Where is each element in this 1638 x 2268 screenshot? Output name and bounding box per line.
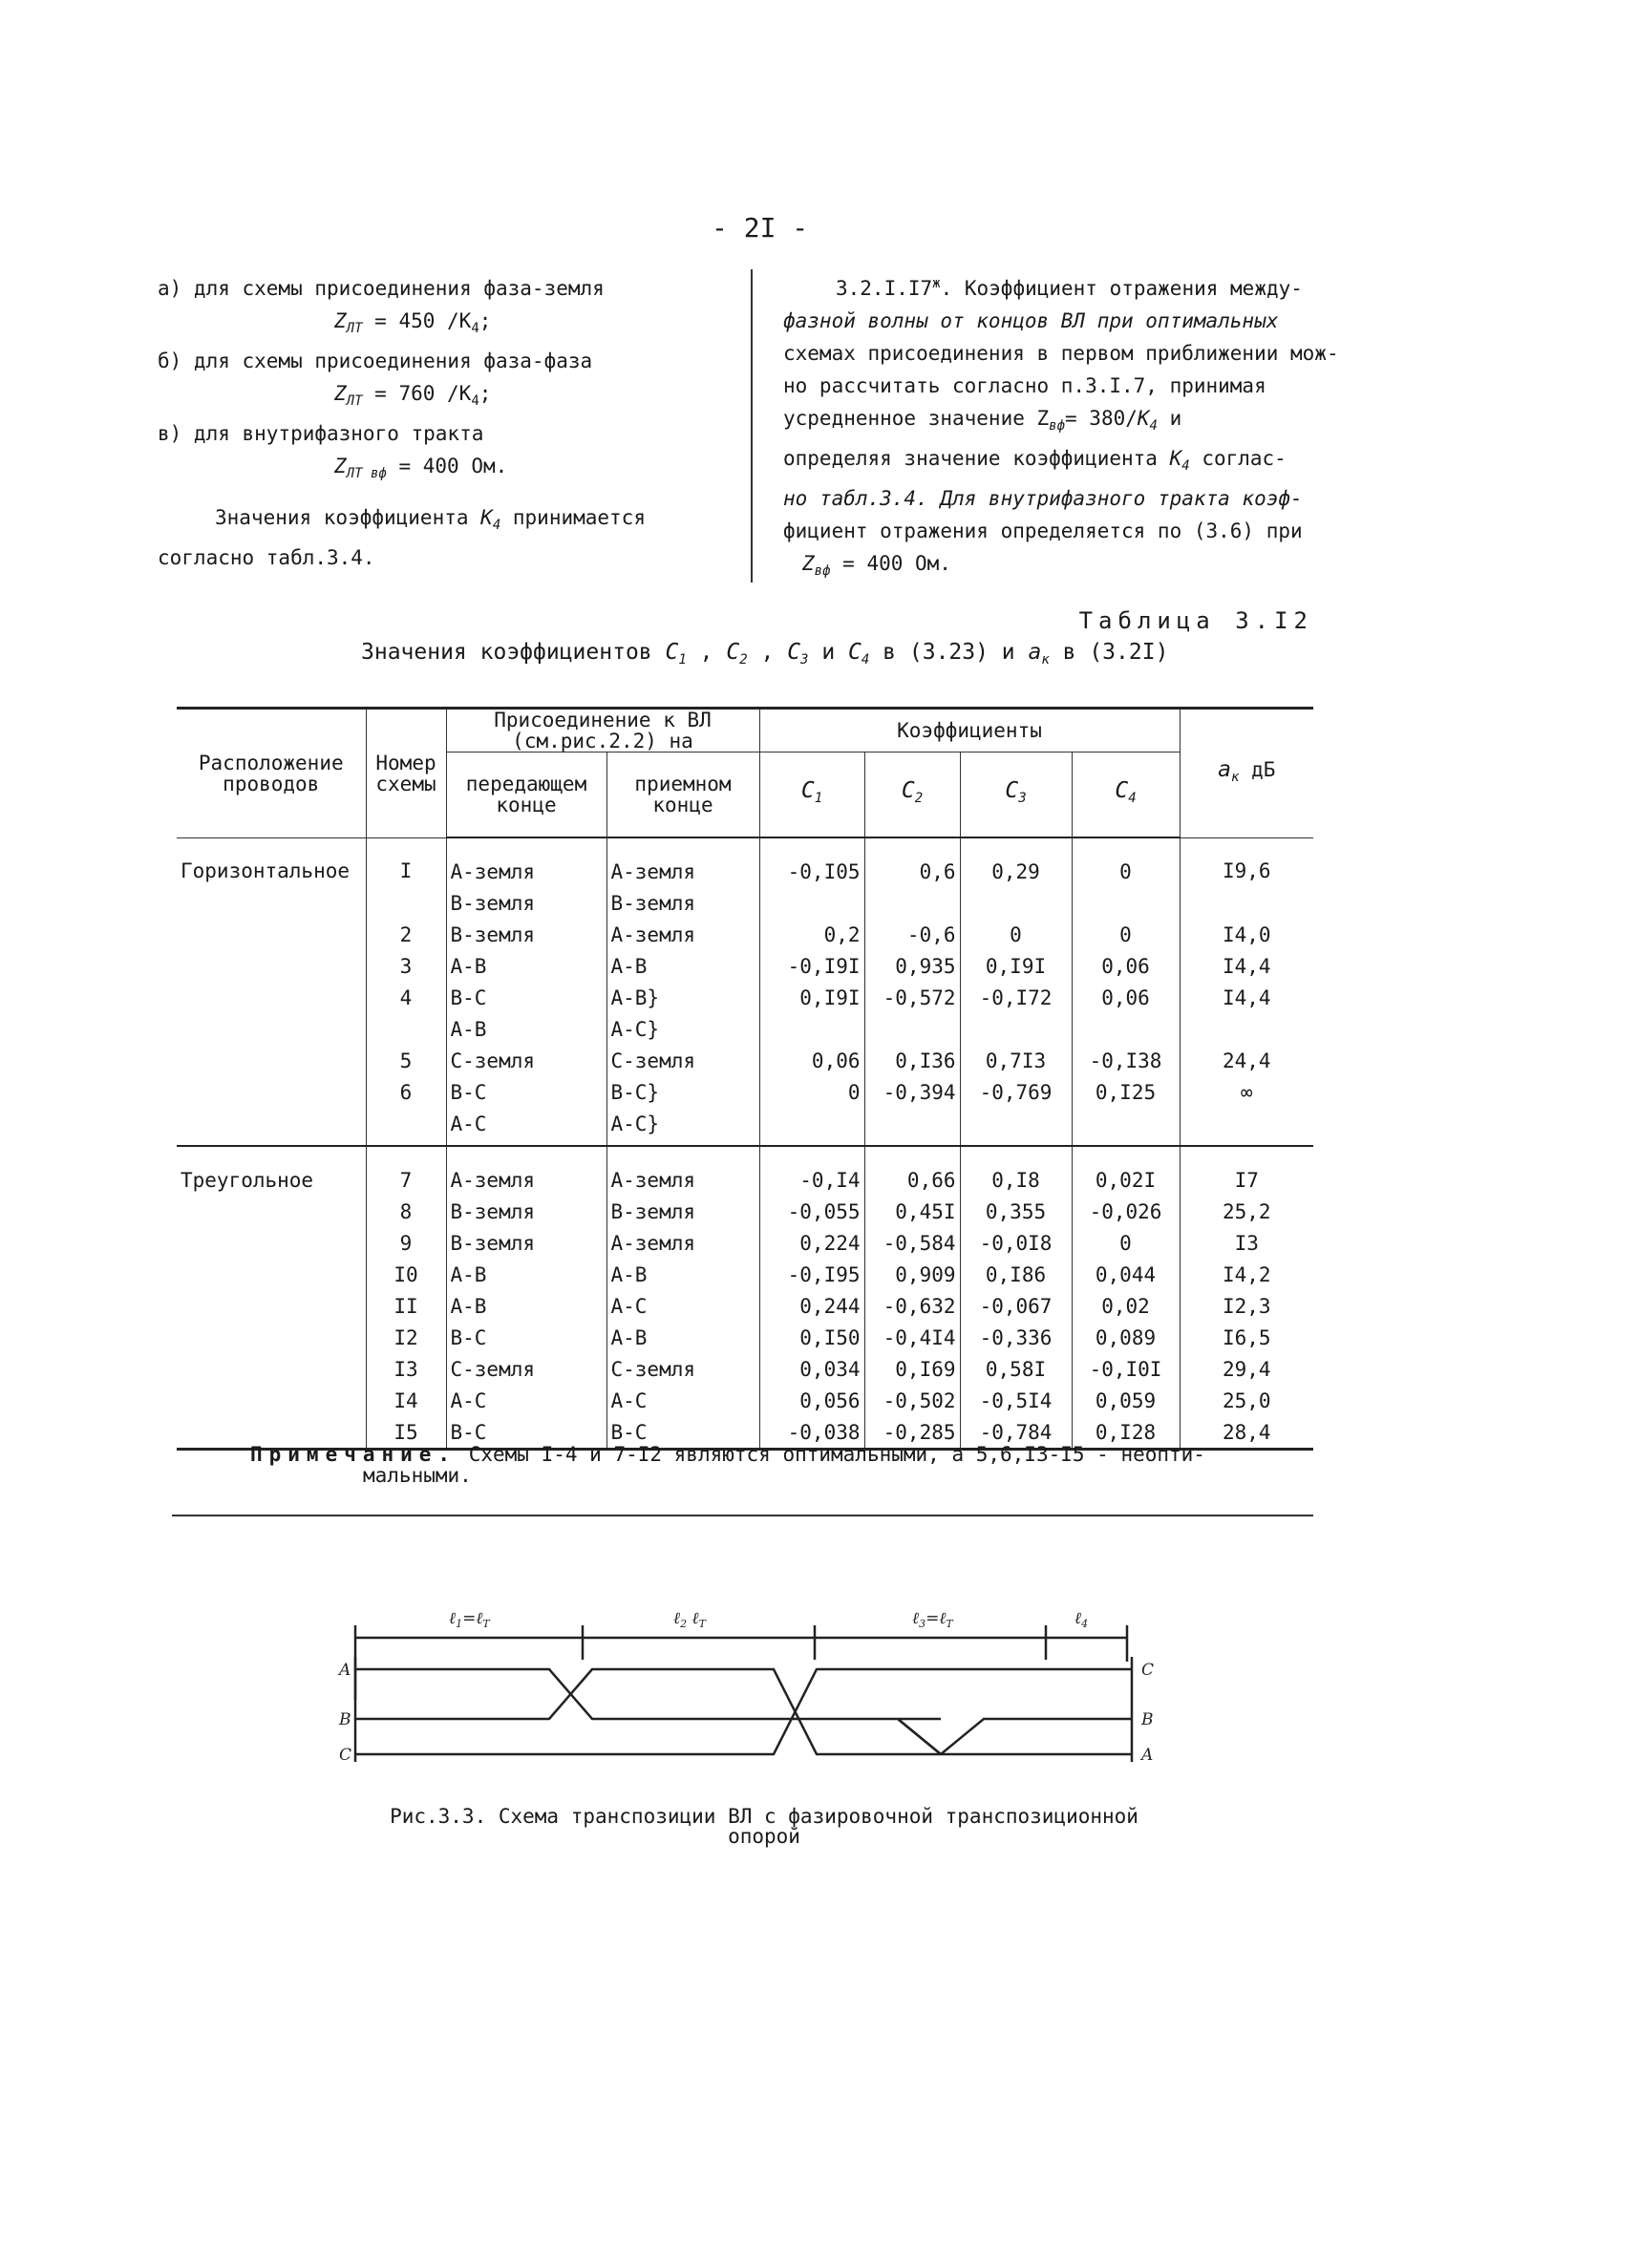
cell-c2: -0,4I4 xyxy=(864,1322,960,1353)
cell-tx: С-земля xyxy=(446,1353,606,1385)
cell-rx: А-С xyxy=(606,1290,759,1322)
header-connection: Присоединение к ВЛ (см.рис.2.2) на xyxy=(446,709,759,752)
cell-tx: В-земля xyxy=(446,1227,606,1259)
cell-n: I4 xyxy=(366,1385,446,1416)
cell-loc: Горизонтальное xyxy=(177,837,366,887)
cell-c2: 0,909 xyxy=(864,1259,960,1290)
clause-line-4: но рассчитать согласно п.3.I.7, принимая xyxy=(783,374,1266,397)
cell-c1: 0,I50 xyxy=(759,1322,864,1353)
header-c2: $C_2$ xyxy=(864,752,960,838)
table-row xyxy=(177,1353,1313,1385)
table-row xyxy=(177,1146,1313,1196)
cell-rx: А-В xyxy=(606,1259,759,1290)
cell-ak xyxy=(1180,887,1313,919)
segment-2-label: ℓ$_2$ ℓ$_Т$ xyxy=(673,1609,706,1630)
cell-c1 xyxy=(759,1013,864,1045)
cell-c4: 0,02I xyxy=(1072,1146,1180,1196)
cell-tx: А-земля xyxy=(446,1146,606,1196)
cell-tx: А-С xyxy=(446,1385,606,1416)
cell-c3: -0,769 xyxy=(960,1076,1072,1108)
header-scheme-number: Номер схемы xyxy=(366,709,446,838)
cell-c2: 0,45I xyxy=(864,1196,960,1227)
cell-tx: В-С xyxy=(446,1076,606,1108)
cell-ak: I9,6 xyxy=(1180,837,1313,887)
table-row xyxy=(177,1259,1313,1290)
cell-loc xyxy=(177,1385,366,1416)
cell-ak: I2,3 xyxy=(1180,1290,1313,1322)
cell-n: 8 xyxy=(366,1196,446,1227)
cell-rx: С-земля xyxy=(606,1045,759,1076)
cell-tx: А-В xyxy=(446,1013,606,1045)
table-row xyxy=(177,982,1313,1013)
cell-c3: -0,5I4 xyxy=(960,1385,1072,1416)
cell-rx: В-С xyxy=(606,1416,759,1450)
cell-c4 xyxy=(1072,1108,1180,1146)
left-column xyxy=(158,272,702,574)
left-label-a: A xyxy=(339,1661,351,1680)
cell-c2: -0,572 xyxy=(864,982,960,1013)
cell-loc xyxy=(177,1227,366,1259)
cell-c2: -0,285 xyxy=(864,1416,960,1450)
cell-c4: 0,059 xyxy=(1072,1385,1180,1416)
cell-ak: I7 xyxy=(1180,1146,1313,1196)
cell-ak: I4,2 xyxy=(1180,1259,1313,1290)
coefficients-table xyxy=(177,707,1313,1451)
cell-loc xyxy=(177,1353,366,1385)
right-column xyxy=(783,267,1351,587)
cell-c2 xyxy=(864,1108,960,1146)
table-row xyxy=(177,1076,1313,1108)
cell-c3: -0,067 xyxy=(960,1290,1072,1322)
phase-conductors xyxy=(355,1657,1132,1762)
cell-tx: В-земля xyxy=(446,887,606,919)
clause-line-2: фазной волны от концов ВЛ при оптимальных xyxy=(783,309,1279,332)
cell-c4 xyxy=(1072,1013,1180,1045)
header-receive-end: приемном конце xyxy=(606,752,759,838)
cell-rx: А-В xyxy=(606,950,759,982)
cell-c3: -0,I72 xyxy=(960,982,1072,1013)
cell-rx: А-С} xyxy=(606,1108,759,1146)
cell-c1: 0,2 xyxy=(759,919,864,950)
formula-intraphase: $Z_{ЛТ вф} = 400$ Ом. xyxy=(334,455,508,481)
cell-c4: 0 xyxy=(1072,1227,1180,1259)
cell-tx: В-С xyxy=(446,982,606,1013)
cell-c3: 0,355 xyxy=(960,1196,1072,1227)
cell-c4: -0,026 xyxy=(1072,1196,1180,1227)
cell-loc xyxy=(177,1290,366,1322)
column-divider xyxy=(751,269,753,583)
cell-rx: А-земля xyxy=(606,1146,759,1196)
cell-n: 2 xyxy=(366,919,446,950)
figure-caption: Рис.3.3. Схема транспозиции ВЛ с фазировочной транспозиционной опорой xyxy=(390,1805,1138,1848)
segment-3-label: ℓ$_3$=ℓ$_Т$ xyxy=(912,1609,953,1630)
cell-n: 7 xyxy=(366,1146,446,1196)
item-a: а) для схемы присоединения фаза-земля xyxy=(158,277,605,300)
cell-c3: 0,I86 xyxy=(960,1259,1072,1290)
cell-ak: I3 xyxy=(1180,1227,1313,1259)
cell-c4: -0,I0I xyxy=(1072,1353,1180,1385)
table-note xyxy=(250,1444,1320,1486)
cell-c3 xyxy=(960,887,1072,919)
table-row xyxy=(177,1108,1313,1146)
cell-c2: 0,6 xyxy=(864,837,960,887)
cell-n xyxy=(366,887,446,919)
cell-ak: 24,4 xyxy=(1180,1045,1313,1076)
cell-c4: 0,089 xyxy=(1072,1322,1180,1353)
bottom-rule xyxy=(172,1515,1313,1516)
cell-ak xyxy=(1180,1108,1313,1146)
item-c: в) для внутрифазного тракта xyxy=(158,422,484,445)
cell-loc xyxy=(177,1045,366,1076)
segment-1-label: ℓ$_1$=ℓ$_Т$ xyxy=(449,1609,490,1630)
cell-n: 9 xyxy=(366,1227,446,1259)
cell-c4: 0,06 xyxy=(1072,950,1180,982)
cell-c3: 0,29 xyxy=(960,837,1072,887)
cell-ak: I4,4 xyxy=(1180,950,1313,982)
cell-loc xyxy=(177,1322,366,1353)
cell-c1: 0,224 xyxy=(759,1227,864,1259)
cell-n: I5 xyxy=(366,1416,446,1450)
table-row xyxy=(177,1322,1313,1353)
cell-c2: 0,66 xyxy=(864,1146,960,1196)
k4-note-line1: Значения коэффициента $K_4$ принимается xyxy=(215,506,646,533)
formula-phase-ground: $Z_{ЛТ} = 450$ $/K_4$; xyxy=(334,309,492,336)
cell-c1: -0,I4 xyxy=(759,1146,864,1196)
cell-c4: 0,06 xyxy=(1072,982,1180,1013)
cell-c2 xyxy=(864,1013,960,1045)
table-row xyxy=(177,887,1313,919)
cell-c1: 0 xyxy=(759,1076,864,1108)
cell-n: II xyxy=(366,1290,446,1322)
cell-rx: В-земля xyxy=(606,1196,759,1227)
cell-tx: В-С xyxy=(446,1322,606,1353)
cell-tx: С-земля xyxy=(446,1045,606,1076)
cell-n xyxy=(366,1108,446,1146)
note-text-cont: мальными. xyxy=(363,1464,472,1487)
cell-rx: А-земля xyxy=(606,919,759,950)
cell-rx: С-земля xyxy=(606,1353,759,1385)
cell-loc xyxy=(177,1013,366,1045)
cell-c2: 0,935 xyxy=(864,950,960,982)
clause-line-6: определяя значение коэффициента $K_4$ соглас- xyxy=(783,447,1287,474)
table-label: Таблица 3.I2 xyxy=(1078,607,1313,634)
note-title: Примечание. xyxy=(250,1443,457,1466)
cell-loc xyxy=(177,919,366,950)
cell-loc: Треугольное xyxy=(177,1146,366,1196)
cell-c4: 0 xyxy=(1072,919,1180,950)
cell-c1: 0,I9I xyxy=(759,982,864,1013)
cell-tx: А-земля xyxy=(446,837,606,887)
clause-line-3: схемах присоединения в первом приближении мож- xyxy=(783,342,1339,365)
cell-n xyxy=(366,1013,446,1045)
cell-n: 3 xyxy=(366,950,446,982)
cell-c3: 0,58I xyxy=(960,1353,1072,1385)
table-row xyxy=(177,1227,1313,1259)
table-row xyxy=(177,1290,1313,1322)
cell-ak: ∞ xyxy=(1180,1076,1313,1108)
cell-loc xyxy=(177,1259,366,1290)
cell-c4: 0 xyxy=(1072,837,1180,887)
clause-line-8: фициент отражения определяется по (3.6) при xyxy=(783,519,1303,542)
cell-c4: 0,I25 xyxy=(1072,1076,1180,1108)
cell-ak: I4,4 xyxy=(1180,982,1313,1013)
cell-c1: 0,244 xyxy=(759,1290,864,1322)
cell-rx: А-С} xyxy=(606,1013,759,1045)
cell-ak: I4,0 xyxy=(1180,919,1313,950)
clause-line-5: усредненное значение $Z_{вф}= 380/K_4$ и xyxy=(783,407,1182,434)
cell-loc xyxy=(177,887,366,919)
cell-n: 4 xyxy=(366,982,446,1013)
cell-rx: А-земля xyxy=(606,837,759,887)
cell-ak: I6,5 xyxy=(1180,1322,1313,1353)
cell-loc xyxy=(177,982,366,1013)
cell-c2 xyxy=(864,887,960,919)
cell-rx: А-С xyxy=(606,1385,759,1416)
cell-c4: 0,044 xyxy=(1072,1259,1180,1290)
cell-c2: 0,I36 xyxy=(864,1045,960,1076)
formula-phase-phase: $Z_{ЛТ} = 760$ $/K_4$; xyxy=(334,382,492,409)
cell-c4: -0,I38 xyxy=(1072,1045,1180,1076)
cell-n: I xyxy=(366,837,446,887)
cell-ak: 25,2 xyxy=(1180,1196,1313,1227)
cell-c2: -0,394 xyxy=(864,1076,960,1108)
page-number: - 2I - xyxy=(712,212,809,244)
cell-n: I0 xyxy=(366,1259,446,1290)
right-label-c: C xyxy=(1141,1661,1155,1680)
clause-line-9: $Z_{вф} = 400$ Ом. xyxy=(802,552,951,579)
right-label-b: B xyxy=(1141,1710,1154,1729)
header-ak: $a_к$ дБ xyxy=(1180,709,1313,838)
cell-ak xyxy=(1180,1013,1313,1045)
table-caption: Значения коэффициентов $C_1$ , $C_2$ , $C_3$ и $C_4$ в (3.23) и $a_к$ в (3.2I) xyxy=(361,640,1169,668)
cell-c3: -0,784 xyxy=(960,1416,1072,1450)
cell-tx: А-В xyxy=(446,950,606,982)
right-label-a: A xyxy=(1141,1746,1154,1765)
left-label-c: C xyxy=(339,1746,352,1765)
cell-c1: -0,I05 xyxy=(759,837,864,887)
cell-c2: -0,584 xyxy=(864,1227,960,1259)
cell-c1 xyxy=(759,1108,864,1146)
cell-loc xyxy=(177,950,366,982)
cell-rx: В-земля xyxy=(606,887,759,919)
header-location: Расположение проводов xyxy=(177,709,366,838)
cell-ak: 25,0 xyxy=(1180,1385,1313,1416)
cell-n: I3 xyxy=(366,1353,446,1385)
cell-tx: В-земля xyxy=(446,919,606,950)
table-row xyxy=(177,1045,1313,1076)
cell-ak: 29,4 xyxy=(1180,1353,1313,1385)
header-c4: $C_4$ xyxy=(1072,752,1180,838)
header-c3: $C_3$ xyxy=(960,752,1072,838)
cell-rx: В-С} xyxy=(606,1076,759,1108)
table-row xyxy=(177,837,1313,887)
cell-loc xyxy=(177,1076,366,1108)
cell-tx: А-В xyxy=(446,1290,606,1322)
transposition-diagram xyxy=(334,1604,1194,1776)
header-coefficients: Коэффициенты xyxy=(759,709,1180,752)
left-label-b: B xyxy=(339,1710,351,1729)
header-c1: $C_1$ xyxy=(759,752,864,838)
cell-c1: -0,I95 xyxy=(759,1259,864,1290)
header-transmit-end: передающем конце xyxy=(446,752,606,838)
cell-loc xyxy=(177,1108,366,1146)
cell-c2: 0,I69 xyxy=(864,1353,960,1385)
cell-c4 xyxy=(1072,887,1180,919)
cell-c1: 0,034 xyxy=(759,1353,864,1385)
segment-4-label: ℓ$_4$ xyxy=(1074,1609,1089,1630)
cell-tx: В-С xyxy=(446,1416,606,1450)
cell-rx: А-В xyxy=(606,1322,759,1353)
table-row xyxy=(177,1196,1313,1227)
cell-c3 xyxy=(960,1013,1072,1045)
dimension-lines xyxy=(355,1625,1127,1700)
cell-c1: -0,038 xyxy=(759,1416,864,1450)
cell-c2: -0,6 xyxy=(864,919,960,950)
cell-c1 xyxy=(759,887,864,919)
cell-c3: -0,336 xyxy=(960,1322,1072,1353)
cell-c1: 0,06 xyxy=(759,1045,864,1076)
table-row xyxy=(177,950,1313,982)
cell-c1: -0,055 xyxy=(759,1196,864,1227)
cell-c3: 0,7I3 xyxy=(960,1045,1072,1076)
clause-heading: $3.2.I.I7^ж$. Коэффициент отражения между- xyxy=(836,276,1303,300)
cell-n: 5 xyxy=(366,1045,446,1076)
cell-n: I2 xyxy=(366,1322,446,1353)
cell-tx: В-земля xyxy=(446,1196,606,1227)
cell-c1: 0,056 xyxy=(759,1385,864,1416)
cell-rx: А-земля xyxy=(606,1227,759,1259)
cell-c3: 0 xyxy=(960,919,1072,950)
cell-c3: -0,0I8 xyxy=(960,1227,1072,1259)
clause-line-7: но табл.3.4. Для внутрифазного тракта коэф- xyxy=(783,487,1303,510)
item-b: б) для схемы присоединения фаза-фаза xyxy=(158,350,593,372)
note-text: Схемы I-4 и 7-I2 являются оптимальными, а 5,6,I3-I5 - неопти- xyxy=(457,1443,1205,1466)
cell-c3: 0,I9I xyxy=(960,950,1072,982)
cell-tx: А-В xyxy=(446,1259,606,1290)
cell-c2: -0,502 xyxy=(864,1385,960,1416)
table-row xyxy=(177,1013,1313,1045)
cell-c3: 0,I8 xyxy=(960,1146,1072,1196)
cell-c2: -0,632 xyxy=(864,1290,960,1322)
k4-note-line2: согласно табл.3.4. xyxy=(158,546,375,569)
cell-loc xyxy=(177,1196,366,1227)
cell-n: 6 xyxy=(366,1076,446,1108)
cell-c3 xyxy=(960,1108,1072,1146)
cell-c4: 0,I28 xyxy=(1072,1416,1180,1450)
table-row xyxy=(177,1385,1313,1416)
cell-c4: 0,02 xyxy=(1072,1290,1180,1322)
cell-tx: А-С xyxy=(446,1108,606,1146)
cell-ak: 28,4 xyxy=(1180,1416,1313,1450)
table-row xyxy=(177,919,1313,950)
cell-rx: А-В} xyxy=(606,982,759,1013)
cell-c1: -0,I9I xyxy=(759,950,864,982)
